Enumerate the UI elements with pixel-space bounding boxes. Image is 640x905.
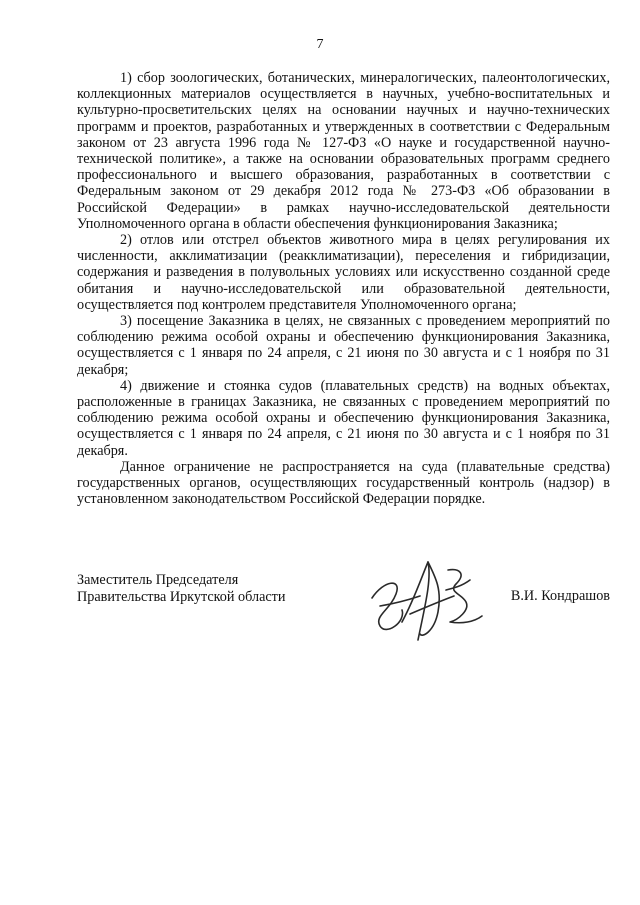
paragraph-item-4: 4) движение и стоянка судов (плавательных средств) на водных объектах, расположенные в границах Заказника, не связанных с проведением мероприятий по соблюдению режима особой охраны и обеспечению функционирования Заказника, осуществляется с 1 января по 24 апреля, с 21 июня по 30 августа и с 1 ноября по 31 декабря. [77,377,610,459]
signer-title-line-2: Правительства Иркутской области [77,588,286,605]
signer-name: В.И. Кондрашов [510,588,610,604]
page-number: 7 [316,37,324,52]
paragraph-item-3: 3) посещение Заказника в целях, не связанных с проведением мероприятий по соблюдению режима особой охраны и обеспечению функционирования Заказника, осуществляется с 1 января по 24 апреля, с 21 июня по 30 августа и с 1 ноября по 31 декабря; [77,313,610,378]
signature-block [77,572,610,652]
signer-title-line-1: Заместитель Председателя [77,572,239,588]
document-body [77,70,610,507]
signer-title [77,572,285,605]
paragraph-exception: Данное ограничение не распространяется на суда (плавательные средства) государственных органов, осуществляющих государственный контроль (надзор) в установленном законодательством Российской Федерации порядке. [77,458,610,508]
handwritten-signature [362,550,492,650]
paragraph-item-2: 2) отлов или отстрел объектов животного мира в целях регулирования их численности, акклиматизации (реакклиматизации), переселения и гибридизации, содержания и разведения в полувольных условиях или искусственно созданной среде обитания и научно-исследовательской или образовательной деятельности, осуществляется под контролем представителя Уполномоченного органа; [77,232,610,313]
paragraph-item-1: 1) сбор зоологических, ботанических, минералогических, палеонтологических, коллекционных материалов осуществляется в научных, учебно-воспитательных и культурно-просветительских целях на основании научных и научно-технических программ и проектов, разработанных и утвержденных в соответствии с Федеральным законом от 23 августа 1996 года № 127-ФЗ «О науке и государственной научно-технической политике», а также на основании образовательных программ среднего профессионального и высшего образования, разработанных в соответствии с Федеральным законом от 29 декабря 2012 года № 273-ФЗ «Об образовании в Российской Федерации» в рамках научно-исследовательской деятельности Уполномоченного органа в области обеспечения функционирования Заказника; [77,70,610,232]
